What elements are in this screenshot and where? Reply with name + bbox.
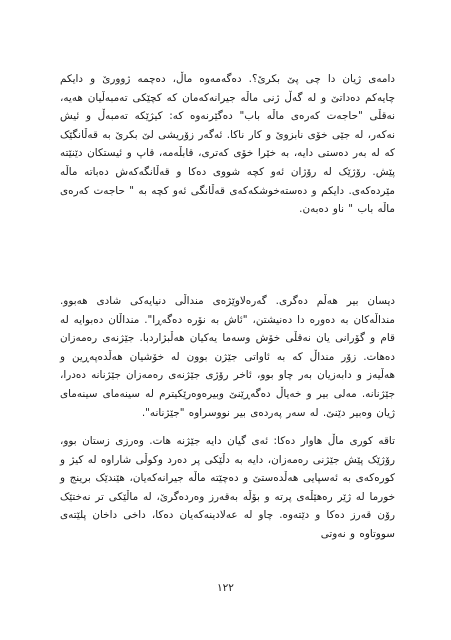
paragraph-2: دیسان بیر هەڵم دەگری. گەرەلاوێژەی منداڵی دنیایەکی شادی هەبوو. منداڵەکان بە دەورە دا دەنیشتن، "ئاش بە نۆرە دەگەڕا". منداڵان دەبوایە لە قام و گۆرانی یان نەقڵی خۆش وسەما یەکیان هەڵبژاردبا. جێژنەی رەمەزان دەهات. زۆر منداڵ کە بە ئاواتی جێژن بوون لە خۆشیان هەڵدەپەڕین و هەڵیەز و دابەزیان بەر چاو بوو، ئاخر رۆژی جێژنەی رەمەزان جێژنانە دەدرا، جێژنانە. مەلی بیر و خەیاڵ دەگەڕێنێ وبیرەوەرێکیترم لە سینەمای سینەمای ژیان وەبیر دێنێ. لە سەر پەردەی بیر نووسراوە "جێژنانە". [60, 295, 395, 419]
paragraph-3: تاقە کوری ماڵ هاوار دەکا: ئەی گیان دایە جێژنە هات. وەرزی زستان بوو، رۆژێک پێش جێژنی رەمەزان، دایە بە دڵێکی پر دەرد وکوڵی شاراوە لە کیژ و کورەکەی بە ئەسپایی هەڵدەستێ و دەچێتە ماڵە جیرانەکەیان، هێندێک برینج و خورما لە ژێر رەهێڵەی پرتە و بۆڵە بەقەرز وەردەگرێ، لە ماڵێکی تر نەختێک رۆن قەرز دەکا و دێتەوە. چاو لە عەلادینەکەیان دەکا، داخی داخان پلێتەی سووتاوە و نەوتی [60, 435, 395, 540]
page-number: ١٢٢ [217, 582, 234, 594]
paragraph-1: دامەی ژیان دا چی پێ بکرێ؟. دەگەمەوە ماڵ، دەچمە ژوورێ و دایکم چایەکم دەداتێ و لە گەڵ ژنی ماڵە جیرانەکەمان کە کچێکی تەمبەڵیان هەیە، نەقڵی "حاجەت کەرەی ماڵە باب" دەگێرنەوە کە: کیژێکە تەمبەڵ و ئیش نەکەر، لە جێی خۆی نابزوێ و کار ناکا. ئەگەر زۆریشی لێ بکرێ بە قەڵانگێک کە لە بەر دەستی دایە، بە خێرا خۆی کەتری، قابڵەمە، قاپ و ئیستکان دێنێتە پێش. رۆژێک لە رۆژان ئەو کچە شووی دەکا و قەڵانگەکەش دەباتە ماڵە مێردەکەی. دایکم و دەستەخوشکەکەی قەڵانگی ئەو کچە بە " حاجەت کەرەی ماڵە باب " ناو دەبەن. [60, 73, 395, 216]
